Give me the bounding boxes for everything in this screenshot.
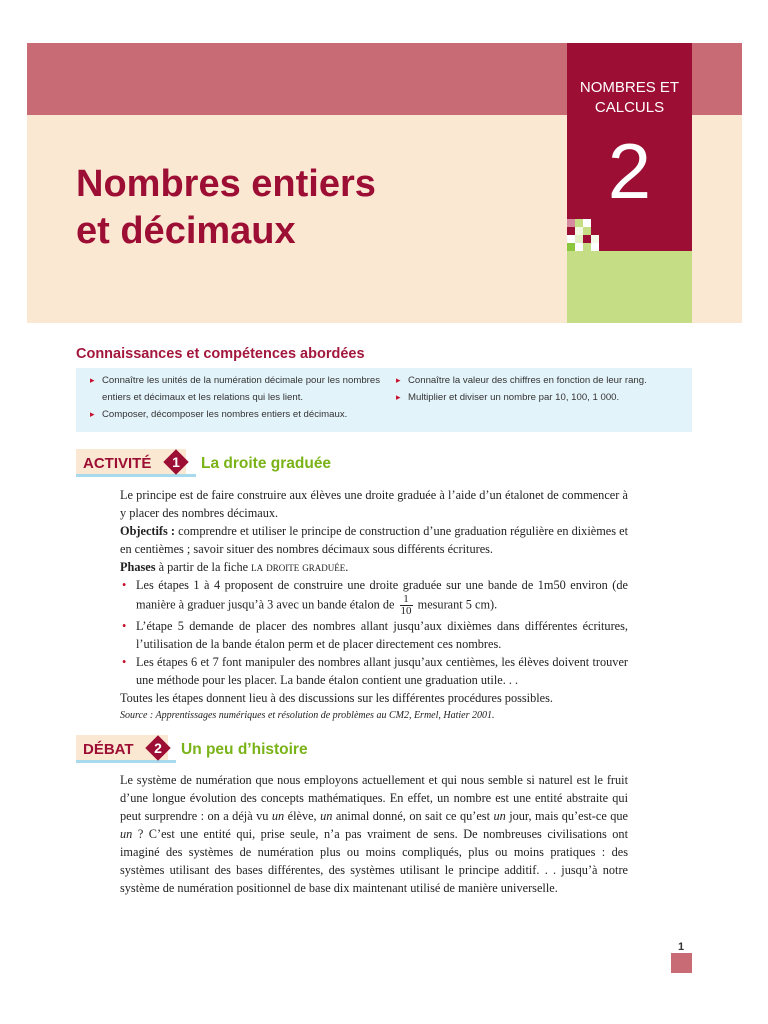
debat-paragraph xyxy=(120,771,628,897)
activite-steps-list xyxy=(120,576,628,689)
deco-square xyxy=(583,243,591,251)
list-item: ▸ Connaître les unités de la numération décimale pour les nombres entiers et décimaux et les relations qui les lient. xyxy=(88,372,380,406)
deco-square xyxy=(583,227,591,235)
debat-text: élève, xyxy=(284,809,321,823)
list-item xyxy=(120,576,628,617)
list-item: ▸ Multiplier et diviser un nombre par 10, 100, 1 000. xyxy=(394,389,686,406)
activite-tag-label: ACTIVITÉ xyxy=(83,455,152,472)
debat-emphasis: un xyxy=(120,827,133,841)
debat-tag-underline xyxy=(76,760,176,763)
phases-fiche: la droite graduée xyxy=(251,560,346,574)
activite-body xyxy=(120,486,628,725)
list-item: • L’étape 5 demande de placer des nombres allant jusqu’aux dixièmes dans différentes écritures, l’utilisation de la bande étalon perm et de placer directement ces nombres. xyxy=(120,617,628,653)
fraction-denominator: 10 xyxy=(400,605,412,617)
competences-box xyxy=(76,368,692,432)
debat-text: animal donné, on sait ce qu’est xyxy=(332,809,494,823)
deco-square xyxy=(575,219,583,227)
debat-text: Le système de numération que nous employons actuellement et qui nous semble si naturel est le fruit d’une longue évolution des concepts mathématiques. En effet, un nombre est une entité abstraite qui peut surprendre : on a déjà vu xyxy=(120,773,628,823)
chapter-number: 2 xyxy=(607,127,652,215)
list-item: • Les étapes 6 et 7 font manipuler des nombres allant jusqu’aux centièmes, les élèves doivent trouver une méthode pour les placer. La bande étalon contient une graduation utile. . . xyxy=(120,653,628,689)
bullet1-text: Les étapes 1 à 4 proposent de construire une droite graduée sur une bande de 1m50 environ (de manière à graduer jusqu’à 3 avec un bande étalon de xyxy=(136,578,628,612)
chapter-label xyxy=(567,78,692,118)
deco-square xyxy=(591,235,599,243)
list-item: ▸ Composer, décomposer les nombres entiers et décimaux. xyxy=(88,406,380,423)
deco-square xyxy=(567,219,575,227)
debat-number: 2 xyxy=(154,740,162,756)
page-title-line1: Nombres entiers xyxy=(76,163,376,205)
deco-square xyxy=(591,243,599,251)
debat-text: jour, mais qu’est-ce que xyxy=(505,809,628,823)
page-number: 1 xyxy=(677,941,685,953)
activite-number: 1 xyxy=(172,454,180,470)
debat-tag-label: DÉBAT xyxy=(83,741,134,758)
phases-end: . xyxy=(345,560,349,574)
objectifs-label: Objectifs : xyxy=(120,524,176,538)
fraction-numerator: 1 xyxy=(400,594,413,606)
deco-square xyxy=(575,235,583,243)
competences-list-right xyxy=(394,372,686,406)
activite-tag-underline xyxy=(76,474,196,477)
activite-source: Source : Apprentissages numériques et résolution de problèmes au CM2, Ermel, Hatier 2001. xyxy=(120,710,495,721)
page-title xyxy=(76,161,546,255)
debat-body xyxy=(120,771,628,897)
activite-title: La droite graduée xyxy=(201,455,332,472)
deco-square xyxy=(575,243,583,251)
deco-square xyxy=(559,235,567,243)
activite-intro: Le principe est de faire construire aux élèves une droite graduée à l’aide d’un étalonet de commencer à y placer des nombres décimaux. xyxy=(120,488,628,520)
objectifs-text: comprendre et utiliser le principe de construction d’une graduation régulière en dixièmes et en centièmes ; savoir situer des nombres décimaux sous différents écritures. xyxy=(120,524,628,556)
chapter-box-green xyxy=(567,251,692,323)
list-item: ▸ Connaître la valeur des chiffres en fonction de leur rang. xyxy=(394,372,686,389)
activite-phases xyxy=(120,558,628,576)
fraction xyxy=(400,594,413,617)
deco-square xyxy=(567,243,575,251)
page-title-line2: et décimaux xyxy=(76,210,296,252)
deco-square xyxy=(567,235,575,243)
chapter-label-line1: NOMBRES ET xyxy=(579,79,680,96)
phases-text: à partir de la fiche xyxy=(155,560,252,574)
debat-emphasis: un xyxy=(271,809,285,823)
phases-label: Phases xyxy=(120,560,156,574)
debat-emphasis: un xyxy=(320,809,333,823)
activite-closing: Toutes les étapes donnent lieu à des discussions sur les différentes procédures possibles. xyxy=(120,691,553,705)
debat-title: Un peu d’histoire xyxy=(181,741,308,758)
debat-emphasis: un xyxy=(493,809,506,823)
deco-square xyxy=(583,219,591,227)
competences-heading: Connaissances et compétences abordées xyxy=(76,346,365,362)
debat-text: ? C’est une entité qui, prise seule, n’a pas vraiment de sens. De nombreuses civilisations ont imaginé des systèmes de numération plus ou moins compliqués, plus ou moins pratiques : des systèmes utilisant des bases différentes, des systèmes utilisant le principe additif. . . jusqu’à notre système de numération positionnel de base dix maintenant utilisé de manière universelle. xyxy=(120,827,628,895)
competences-list-left xyxy=(88,372,380,423)
chapter-label-line2: CALCULS xyxy=(594,99,665,116)
activite-objectifs xyxy=(120,522,628,558)
deco-square xyxy=(575,227,583,235)
bullet1-end: mesurant 5 cm). xyxy=(417,597,498,612)
page-number-square xyxy=(671,953,692,973)
